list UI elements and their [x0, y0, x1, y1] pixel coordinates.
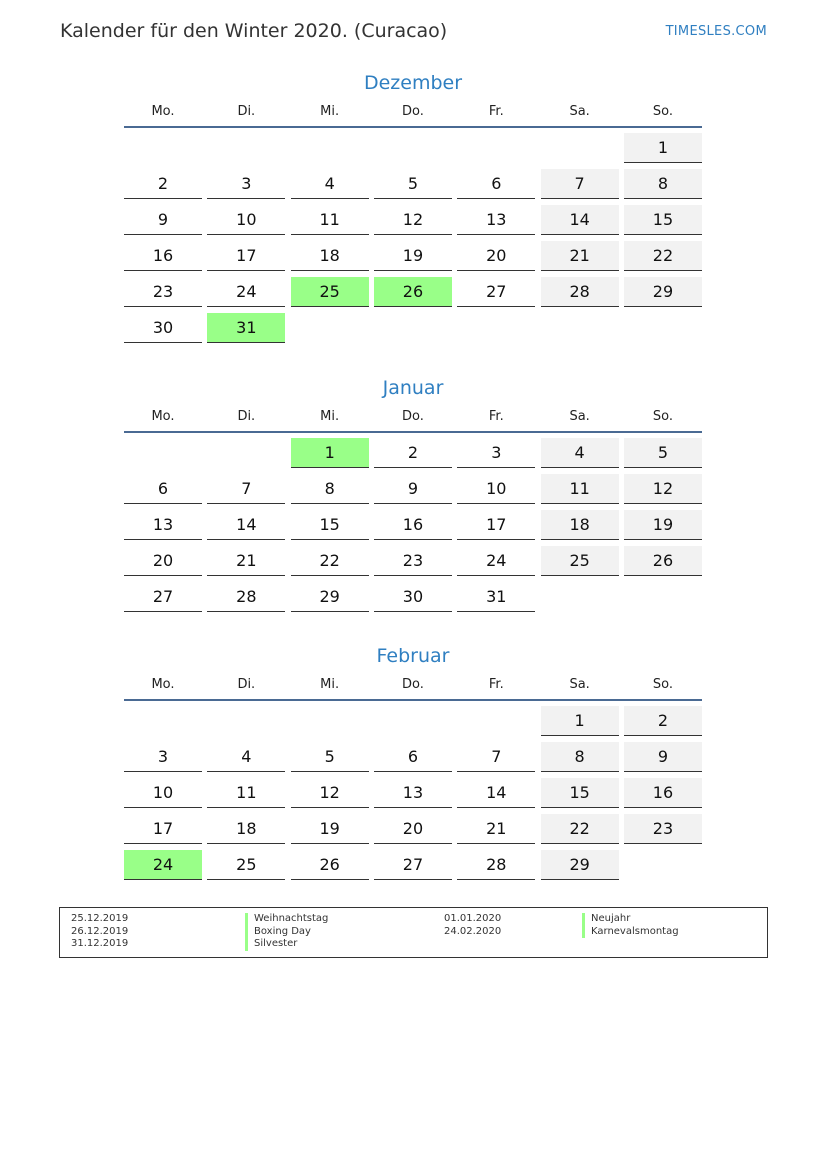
- empty-day-cell: [457, 313, 535, 342]
- page-title: Kalender für den Winter 2020. (Curacao): [60, 20, 448, 42]
- weekday-header: [124, 405, 702, 433]
- weekday-label: Mi.: [320, 409, 340, 424]
- day-grid: [124, 706, 702, 880]
- empty-day-cell: [207, 438, 285, 467]
- day-cell: 20: [374, 814, 452, 844]
- day-cell: 12: [624, 474, 702, 504]
- day-cell: 18: [291, 241, 369, 271]
- day-cell: 24: [457, 546, 535, 576]
- day-cell: 11: [541, 474, 619, 504]
- day-cell: 27: [124, 582, 202, 612]
- day-cell: 1: [291, 438, 369, 468]
- day-cell: 4: [541, 438, 619, 468]
- day-cell: 2: [624, 706, 702, 736]
- week-row: [124, 778, 702, 808]
- holiday-legend: [59, 907, 768, 958]
- day-cell: 16: [374, 510, 452, 540]
- month-februar: [124, 643, 702, 886]
- weekday-label: Sa.: [569, 104, 590, 119]
- day-grid: [124, 438, 702, 612]
- day-cell: 7: [541, 169, 619, 199]
- day-cell: 15: [624, 205, 702, 235]
- legend-holiday-name: Boxing Day: [245, 926, 311, 939]
- legend-holiday-name: Silvester: [245, 938, 297, 951]
- day-cell: 10: [124, 778, 202, 808]
- day-cell: 17: [207, 241, 285, 271]
- day-cell: 16: [124, 241, 202, 271]
- day-cell: 13: [457, 205, 535, 235]
- weekday-header: [124, 100, 702, 128]
- empty-day-cell: [457, 706, 535, 735]
- empty-day-cell: [291, 133, 369, 162]
- day-cell: 19: [291, 814, 369, 844]
- day-cell: 9: [124, 205, 202, 235]
- weekday-label: So.: [652, 409, 674, 424]
- day-cell: 11: [207, 778, 285, 808]
- weekday-header: [124, 673, 702, 701]
- weekday-label: Di.: [237, 104, 256, 119]
- day-cell: 4: [291, 169, 369, 199]
- day-cell: 14: [207, 510, 285, 540]
- day-cell: 23: [374, 546, 452, 576]
- month-dezember: [124, 70, 702, 349]
- empty-day-cell: [541, 313, 619, 342]
- day-cell: 25: [207, 850, 285, 880]
- week-row: [124, 438, 702, 468]
- day-cell: 22: [291, 546, 369, 576]
- week-row: [124, 546, 702, 576]
- day-cell: 27: [374, 850, 452, 880]
- week-row: [124, 313, 702, 343]
- day-cell: 3: [124, 742, 202, 772]
- empty-day-cell: [624, 582, 702, 611]
- month-title: Februar: [376, 645, 450, 667]
- day-cell: 15: [541, 778, 619, 808]
- day-cell: 3: [207, 169, 285, 199]
- empty-day-cell: [541, 133, 619, 162]
- day-cell: 24: [207, 277, 285, 307]
- day-cell: 31: [207, 313, 285, 343]
- day-cell: 5: [374, 169, 452, 199]
- weekday-label: Do.: [402, 104, 424, 119]
- legend-holiday-name: Weihnachtstag: [245, 913, 328, 926]
- day-cell: 1: [541, 706, 619, 736]
- day-cell: 26: [624, 546, 702, 576]
- day-cell: 30: [124, 313, 202, 343]
- empty-day-cell: [207, 133, 285, 162]
- day-cell: 22: [624, 241, 702, 271]
- legend-date: 01.01.2020: [444, 913, 502, 924]
- month-title: Dezember: [363, 72, 463, 94]
- week-row: [124, 474, 702, 504]
- week-row: [124, 814, 702, 844]
- legend-date: 31.12.2019: [71, 938, 129, 949]
- day-cell: 18: [541, 510, 619, 540]
- day-cell: 28: [541, 277, 619, 307]
- week-row: [124, 169, 702, 199]
- empty-day-cell: [457, 133, 535, 162]
- day-cell: 14: [541, 205, 619, 235]
- week-row: [124, 742, 702, 772]
- day-cell: 19: [624, 510, 702, 540]
- day-cell: 3: [457, 438, 535, 468]
- day-cell: 5: [624, 438, 702, 468]
- month-title: Januar: [382, 377, 444, 399]
- weekday-label: Sa.: [569, 677, 590, 692]
- day-cell: 25: [541, 546, 619, 576]
- day-cell: 8: [541, 742, 619, 772]
- day-cell: 8: [291, 474, 369, 504]
- day-cell: 25: [291, 277, 369, 307]
- empty-day-cell: [624, 313, 702, 342]
- legend-date: 24.02.2020: [444, 925, 502, 937]
- legend-holiday-name: Karnevalsmontag: [582, 926, 679, 939]
- empty-day-cell: [541, 582, 619, 611]
- legend-date: 25.12.2019: [71, 913, 129, 924]
- empty-day-cell: [374, 706, 452, 735]
- weekday-label: Mo.: [151, 104, 175, 119]
- empty-day-cell: [124, 133, 202, 162]
- weekday-label: Mo.: [151, 677, 175, 692]
- day-cell: 22: [541, 814, 619, 844]
- day-cell: 28: [207, 582, 285, 612]
- day-cell: 5: [291, 742, 369, 772]
- empty-day-cell: [624, 850, 702, 879]
- day-cell: 16: [624, 778, 702, 808]
- day-cell: 12: [291, 778, 369, 808]
- week-row: [124, 205, 702, 235]
- weekday-label: Fr.: [488, 677, 504, 692]
- day-cell: 7: [207, 474, 285, 504]
- week-row: [124, 133, 702, 163]
- legend-date: 26.12.2019: [71, 925, 129, 937]
- legend-holiday-name: Neujahr: [582, 913, 630, 926]
- weekday-label: So.: [652, 677, 674, 692]
- weekday-label: Di.: [237, 409, 256, 424]
- day-grid: [124, 133, 702, 343]
- weekday-label: Mo.: [151, 409, 175, 424]
- day-cell: 23: [124, 277, 202, 307]
- day-cell: 20: [124, 546, 202, 576]
- day-cell: 24: [124, 850, 202, 880]
- brand-logo-text[interactable]: TIMESLES.COM: [665, 24, 767, 39]
- week-row: [124, 850, 702, 880]
- month-januar: [124, 375, 702, 618]
- day-cell: 15: [291, 510, 369, 540]
- week-row: [124, 241, 702, 271]
- day-cell: 12: [374, 205, 452, 235]
- weekday-label: Fr.: [488, 104, 504, 119]
- day-cell: 20: [457, 241, 535, 271]
- weekday-label: Sa.: [569, 409, 590, 424]
- day-cell: 2: [124, 169, 202, 199]
- empty-day-cell: [124, 438, 202, 467]
- empty-day-cell: [374, 313, 452, 342]
- day-cell: 10: [207, 205, 285, 235]
- day-cell: 2: [374, 438, 452, 468]
- day-cell: 6: [374, 742, 452, 772]
- day-cell: 17: [124, 814, 202, 844]
- day-cell: 14: [457, 778, 535, 808]
- week-row: [124, 582, 702, 612]
- weekday-label: Mi.: [320, 104, 340, 119]
- weekday-label: Di.: [237, 677, 256, 692]
- day-cell: 30: [374, 582, 452, 612]
- day-cell: 9: [374, 474, 452, 504]
- weekday-label: Do.: [402, 409, 424, 424]
- day-cell: 21: [207, 546, 285, 576]
- day-cell: 29: [291, 582, 369, 612]
- week-row: [124, 706, 702, 736]
- day-cell: 18: [207, 814, 285, 844]
- day-cell: 23: [624, 814, 702, 844]
- week-row: [124, 510, 702, 540]
- weekday-label: Do.: [402, 677, 424, 692]
- day-cell: 1: [624, 133, 702, 163]
- weekday-label: Mi.: [320, 677, 340, 692]
- empty-day-cell: [207, 706, 285, 735]
- day-cell: 29: [624, 277, 702, 307]
- day-cell: 10: [457, 474, 535, 504]
- day-cell: 21: [457, 814, 535, 844]
- day-cell: 19: [374, 241, 452, 271]
- day-cell: 26: [374, 277, 452, 307]
- empty-day-cell: [291, 706, 369, 735]
- day-cell: 21: [541, 241, 619, 271]
- empty-day-cell: [374, 133, 452, 162]
- day-cell: 8: [624, 169, 702, 199]
- empty-day-cell: [291, 313, 369, 342]
- weekday-label: Fr.: [488, 409, 504, 424]
- day-cell: 17: [457, 510, 535, 540]
- day-cell: 13: [124, 510, 202, 540]
- day-cell: 7: [457, 742, 535, 772]
- day-cell: 11: [291, 205, 369, 235]
- day-cell: 13: [374, 778, 452, 808]
- day-cell: 9: [624, 742, 702, 772]
- week-row: [124, 277, 702, 307]
- day-cell: 26: [291, 850, 369, 880]
- day-cell: 31: [457, 582, 535, 612]
- day-cell: 27: [457, 277, 535, 307]
- day-cell: 6: [457, 169, 535, 199]
- day-cell: 6: [124, 474, 202, 504]
- day-cell: 4: [207, 742, 285, 772]
- empty-day-cell: [124, 706, 202, 735]
- weekday-label: So.: [652, 104, 674, 119]
- day-cell: 29: [541, 850, 619, 880]
- day-cell: 28: [457, 850, 535, 880]
